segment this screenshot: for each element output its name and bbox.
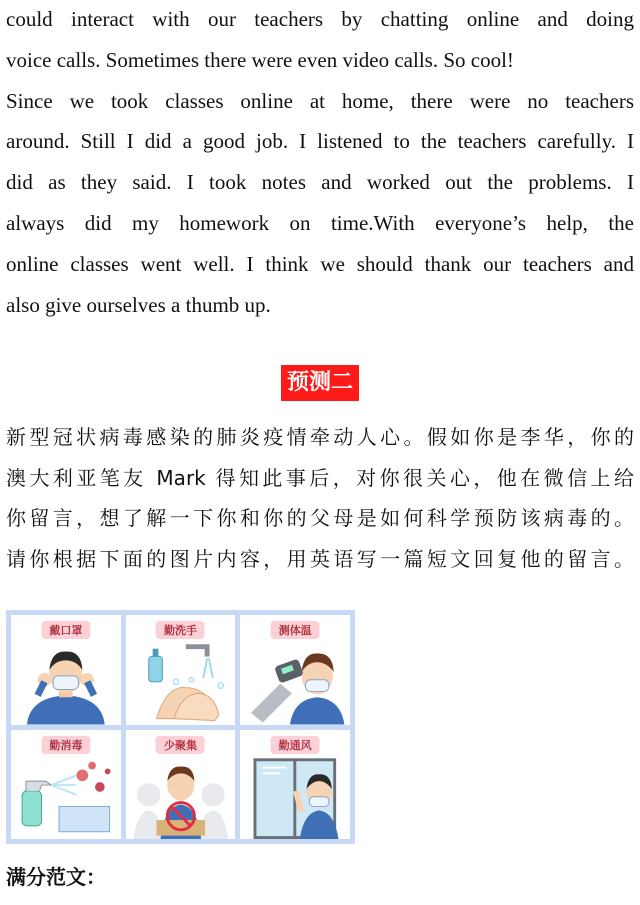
hand-washing-icon: [126, 637, 236, 725]
prevention-illustration-grid: [6, 610, 355, 844]
task-line: 澳大利亚笔友 Mark 得知此事后，对你很关心，他在微信上给: [6, 465, 634, 490]
essay-line: did as they said. I took notes and worked out the problems. I: [6, 170, 634, 195]
task-line: 你留言，想了解一下你和你的父母是如何科学预防该病毒的。: [6, 506, 634, 530]
ventilation-window-icon: [240, 752, 350, 840]
panel-wash-hands: [126, 615, 236, 725]
task-line: 请你根据下面的图片内容，用英语写一篇短文回复他的留言。: [6, 546, 634, 571]
panel-label: 勤通风: [271, 736, 320, 754]
no-gathering-icon: [126, 752, 236, 840]
section-heading-wrap: [0, 365, 640, 401]
essay-line: also give ourselves a thumb up.: [6, 292, 271, 317]
task-prompt: [6, 417, 634, 579]
panel-label: 戴口罩: [41, 621, 90, 639]
panel-label: 勤消毒: [41, 736, 90, 754]
essay-line: could interact with our teachers by chatting online and doing: [6, 7, 634, 31]
essay-paragraph: [6, 0, 634, 325]
panel-label: 测体温: [271, 621, 320, 639]
panel-ventilate: [240, 730, 350, 840]
panel-wear-mask: [11, 615, 121, 725]
section-heading: 预测二: [281, 365, 359, 401]
panel-label: 少聚集: [156, 736, 205, 754]
panel-label: 勤洗手: [156, 621, 205, 639]
face-mask-icon: [11, 637, 121, 725]
panel-take-temperature: [240, 615, 350, 725]
essay-line: voice calls. Sometimes there were even video calls. So cool!: [6, 47, 514, 72]
disinfect-spray-icon: [11, 752, 121, 840]
sample-essay-label: 满分范文：: [6, 865, 106, 889]
thermometer-icon: [240, 637, 350, 725]
essay-line: around. Still I did a good job. I listened to the teachers carefully. I: [6, 129, 634, 154]
panel-avoid-gathering: [126, 730, 236, 840]
essay-line: always did my homework on time.With everyone’s help, the: [6, 210, 634, 235]
task-line: 新型冠状病毒感染的肺炎疫情牵动人心。假如你是李华，你的: [6, 425, 634, 449]
essay-line: online classes went well. I think we should thank our teachers and: [6, 251, 634, 276]
essay-line: Since we took classes online at home, there were no teachers: [6, 88, 634, 113]
panel-disinfect: [11, 730, 121, 840]
